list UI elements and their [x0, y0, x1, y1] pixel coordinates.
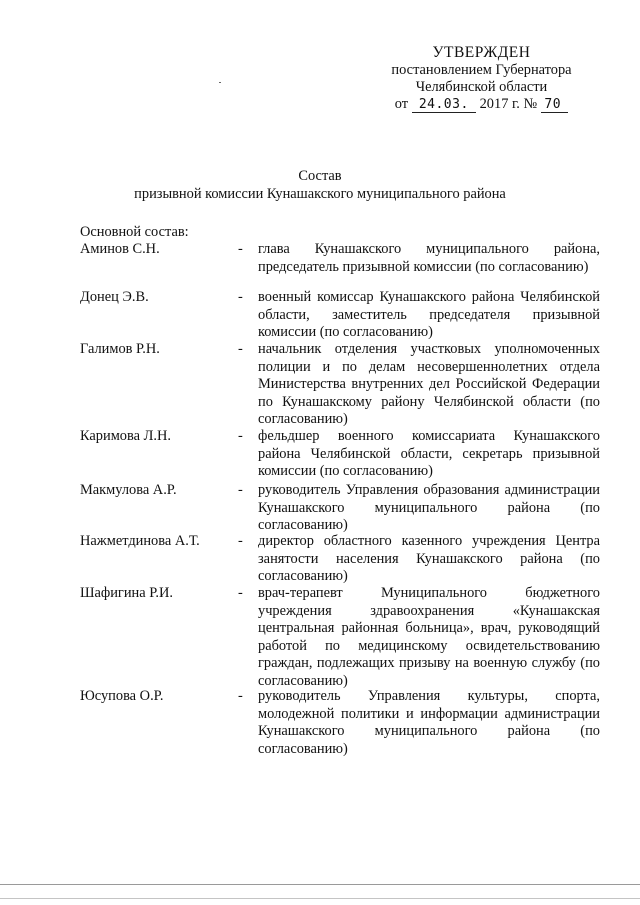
dash-separator: - — [238, 585, 243, 601]
member-name: Макмулова А.Р. — [80, 482, 177, 498]
decree-number: 70 — [544, 97, 562, 112]
approval-date-line — [365, 96, 598, 114]
member-name: Галимов Р.Н. — [80, 341, 160, 357]
member-role: начальник отделения участковых уполномоченных полиции и по делам несовершеннолетних отдела Министерства внутренних дел Российской Федерации по Кунашакскому району Челябинской области (по согласованию) — [258, 341, 600, 428]
member-role: директор областного казенного учреждения Центра занятости населения Кунашакского района (по согласованию) — [258, 533, 600, 585]
member-name: Нажметдинова А.Т. — [80, 533, 200, 549]
member-role: руководитель Управления культуры, спорта, молодежной политики и информации администрации Кунашакского муниципального района (по согласованию) — [258, 688, 600, 757]
date-value: 24.03. — [418, 97, 469, 112]
dash-separator: - — [238, 289, 243, 305]
document-title — [60, 167, 580, 203]
member-name: Аминов С.Н. — [80, 241, 160, 257]
dash-separator: - — [238, 428, 243, 444]
title-line-1: Состав — [298, 168, 342, 184]
member-role: руководитель Управления образования администрации Кунашакского муниципального района (по согласованию) — [258, 482, 600, 534]
date-prefix: от — [394, 96, 409, 112]
approval-heading: УТВЕРЖДЕН — [432, 44, 531, 61]
member-name: Каримова Л.Н. — [80, 428, 171, 444]
member-name: Донец Э.В. — [80, 289, 149, 305]
scan-edge-line — [0, 898, 640, 899]
approval-block — [365, 44, 598, 112]
scan-speck — [219, 82, 221, 83]
member-role: врач-терапевт Муниципального бюджетного учреждения здравоохранения «Кунашакская центральная районная больница», врач, руководящий работой по медицинскому освидетельствованию граждан, подлежащих призыву на военную службу (по согласованию) — [258, 585, 600, 689]
approval-region-line: Челябинской области — [415, 79, 548, 95]
member-role: фельдшер военного комиссариата Кунашакского района Челябинской области, секретарь призывной комиссии (по согласованию) — [258, 428, 600, 480]
section-label: Основной состав: — [80, 224, 189, 240]
member-name: Шафигина Р.И. — [80, 585, 174, 601]
dash-separator: - — [238, 241, 243, 257]
member-name: Юсупова О.Р. — [80, 688, 164, 704]
scan-edge-line — [0, 884, 640, 885]
title-line-2: призывной комиссии Кунашакского муниципального района — [134, 186, 506, 202]
number-blank — [541, 97, 568, 113]
dash-separator: - — [238, 341, 243, 357]
dash-separator: - — [238, 533, 243, 549]
dash-separator: - — [238, 482, 243, 498]
dash-separator: - — [238, 688, 243, 704]
date-blank — [412, 97, 476, 113]
member-role: военный комиссар Кунашакского района Челябинской области, заместитель председателя призывной комиссии (по согласованию) — [258, 289, 600, 341]
year-number-text: 2017 г. № — [479, 96, 538, 112]
approval-decree-line: постановлением Губернатора — [391, 62, 572, 78]
member-role: глава Кунашакского муниципального района, председатель призывной комиссии (по согласованию) — [258, 241, 600, 275]
